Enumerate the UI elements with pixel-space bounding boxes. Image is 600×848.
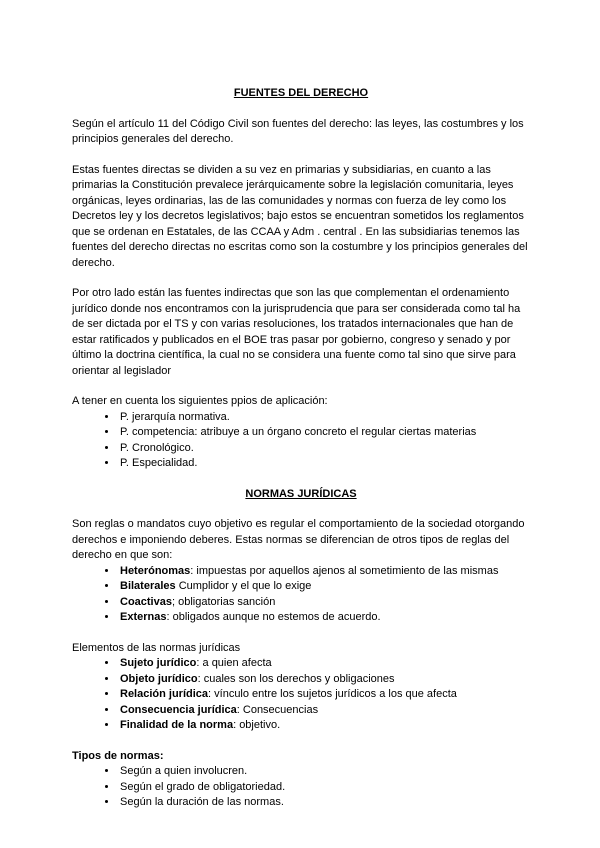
list-elementos-normas	[72, 656, 530, 734]
list-item-elemento	[118, 687, 530, 703]
term-definition: : impuestas por aquellos ajenos al sometimiento de las mismas	[190, 564, 499, 577]
list-item-tipo: • Según el grado de obligatoriedad.	[118, 780, 530, 796]
list-principios-aplicacion	[72, 410, 530, 472]
term-definition: : obligados aunque no estemos de acuerdo.	[166, 611, 381, 623]
term-label: Bilaterales	[120, 580, 176, 592]
list-item-elemento	[118, 672, 530, 688]
term-label: Objeto jurídico	[120, 672, 198, 685]
list-item-elemento	[118, 718, 530, 734]
paragraph-ppios-intro: A tener en cuenta los siguientes ppios de aplicación:	[72, 395, 328, 407]
term-definition: Cumplidor y el que lo exige	[175, 580, 312, 592]
list-item-principio: • P. jerarquía normativa.	[118, 410, 530, 426]
paragraph-normas-intro: Son reglas o mandatos cuyo objetivo es regular el comportamiento de la sociedad otorgando derechos e imponiendo deberes. Estas normas se diferencian de otros tipos de reglas del derecho en que son:	[72, 518, 525, 561]
term-definition: : objetivo.	[233, 719, 281, 731]
paragraph-codigo-civil: Según el artículo 11 del Código Civil son fuentes del derecho: las leyes, las costumbres y los principios generales del derecho.	[72, 117, 524, 145]
term-label: Sujeto jurídico	[120, 657, 197, 669]
term-label: Heterónomas	[120, 564, 191, 577]
list-item-caracteristica	[118, 579, 530, 595]
term-label: Consecuencia jurídica	[120, 703, 237, 716]
list-item-caracteristica	[118, 610, 530, 626]
term-label: Relación jurídica	[120, 688, 209, 700]
paragraph-elementos-intro: Elementos de las normas jurídicas	[72, 641, 241, 654]
list-tipos-normas	[72, 764, 530, 811]
heading-tipos-de-normas: Tipos de normas:	[72, 749, 164, 762]
paragraph-fuentes-indirectas: Por otro lado están las fuentes indirectas que son las que complementan el ordenamiento jurídico donde nos encontramos con la jurisprudencia que para ser considerada como tal ha de ser dictada por el TS y con varias resoluciones, los tratados internacionales que han de estar ratificados y publicados en el BOE tras pasar por gobierno, congreso y senado y por último la doctrina científica, la cual no se considera una fuente como tal sino que sirve para orientar al legislador	[72, 287, 521, 377]
term-label: Externas	[120, 611, 167, 623]
list-item-caracteristica	[118, 595, 530, 611]
term-definition: : Consecuencias	[236, 703, 319, 716]
term-definition: : cuales son los derechos y obligaciones	[197, 672, 395, 685]
term-definition: : vínculo entre los sujetos jurídicos a los que afecta	[208, 688, 457, 700]
list-item-elemento	[118, 703, 530, 719]
list-item-principio: • P. Cronológico.	[118, 441, 530, 457]
term-definition: ; obligatorias sanción	[171, 595, 276, 608]
list-caracteristicas-normas	[72, 564, 530, 626]
list-item-tipo: • Según a quien involucren.	[118, 764, 530, 780]
term-label: Coactivas	[120, 595, 172, 608]
heading-fuentes-del-derecho: FUENTES DEL DERECHO	[233, 87, 369, 99]
paragraph-fuentes-directas: Estas fuentes directas se dividen a su vez en primarias y subsidiarias, en cuanto a las primarias la Constitución prevalece jerárquicamente sobre la legislación comunitaria, leyes orgánicas, leyes ordinarias, las de las comunidades y normas con fuerza de ley como los Decretos ley y los decretos legislativos; bajo estos se encuentran sometidos los reglamentos que se ordenan en Estatales, de las CCAA y Adm . central . En las subsidiarias tenemos las fuentes del derecho directas no escritas como son la costumbre y los principios generales del derecho.	[72, 163, 528, 269]
term-definition: : a quien afecta	[196, 657, 272, 669]
term-label: Finalidad de la norma	[120, 719, 234, 731]
heading-normas-juridicas: NORMAS JURÍDICAS	[245, 487, 357, 500]
list-item-tipo: • Según la duración de las normas.	[118, 795, 530, 811]
list-item-caracteristica	[118, 564, 530, 580]
list-item-principio: • P. Especialidad.	[118, 456, 530, 472]
list-item-elemento	[118, 656, 530, 672]
list-item-principio: • P. competencia: atribuye a un órgano concreto el regular ciertas materias	[118, 425, 530, 441]
